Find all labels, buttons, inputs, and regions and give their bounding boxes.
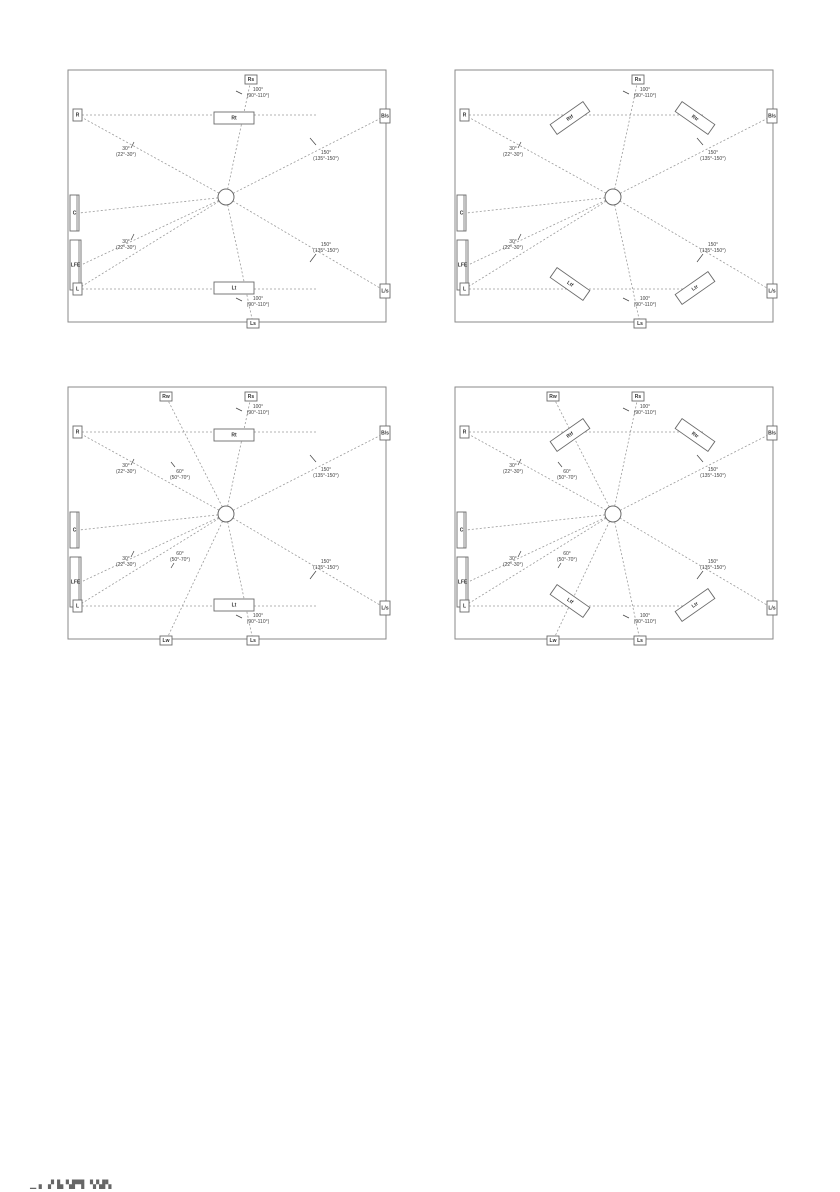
speaker-l-s [380, 284, 390, 298]
angle-text: 30° [509, 556, 517, 562]
speaker-l-s [767, 284, 777, 298]
speaker-label: Ltf [565, 596, 575, 606]
speaker-ls [247, 319, 259, 328]
speaker-c [70, 512, 79, 548]
angle-text: 100° [639, 87, 651, 93]
speaker-label: L/s [768, 288, 776, 295]
speaker-r [460, 109, 469, 121]
angle-text: 100° [252, 296, 264, 302]
angle-text: (90°-110°) [633, 619, 657, 625]
speaker-lt [214, 282, 254, 294]
speaker-label: Lt [231, 602, 237, 609]
speaker-rs [632, 392, 644, 401]
layout-panel-4 [455, 387, 777, 645]
angle-text: (50°-70°) [169, 557, 191, 563]
speaker-l-s [767, 601, 777, 615]
angle-text: 60° [563, 551, 571, 557]
speaker-label: L/s [381, 605, 389, 612]
speaker-lfe [70, 557, 81, 610]
speaker-label: LFE [457, 579, 468, 586]
speaker-label: Lt [231, 285, 237, 292]
speaker-label: L/s [381, 288, 389, 295]
speaker-rw [160, 392, 172, 401]
speaker-lfe [70, 240, 81, 293]
speaker-label: L [75, 603, 80, 610]
speaker-label: Lw [549, 637, 557, 644]
speaker-label: Rs [634, 76, 642, 83]
speaker-l [73, 600, 82, 612]
speaker-label: R [462, 112, 467, 119]
speaker-ls [247, 636, 259, 645]
layout-panel-3 [68, 387, 390, 645]
angle-text: (50°-70°) [556, 475, 578, 481]
speaker-rw [547, 392, 559, 401]
angle-text: (22°-30°) [115, 469, 137, 475]
angle-text: (22°-30°) [115, 245, 137, 251]
angle-text: 100° [639, 613, 651, 619]
speaker-r [73, 109, 82, 121]
angle-text: 30° [122, 463, 130, 469]
speaker-label: B/s [768, 430, 776, 437]
angle-text: (22°-30°) [502, 562, 524, 568]
angle-text: (90°-110°) [246, 93, 270, 99]
speaker-label: Rs [634, 393, 642, 400]
angle-text: (22°-30°) [115, 152, 137, 158]
layout-panel-1 [68, 70, 390, 328]
speaker-rs [245, 75, 257, 84]
speaker-label: Ls [637, 637, 643, 644]
footer-glyphs: ▁ ▖▗▘▙ ▚▛▜ ▝▞▟▚ [30, 1180, 112, 1189]
speaker-l [73, 283, 82, 295]
speaker-label: Rs [247, 393, 255, 400]
angle-text: (50°-70°) [556, 557, 578, 563]
angle-text: 100° [252, 613, 264, 619]
listener-position [218, 189, 234, 205]
speaker-label: Rt [231, 115, 237, 122]
speaker-b-s [380, 426, 390, 440]
speaker-rs [245, 392, 257, 401]
speaker-label: Ls [250, 637, 256, 644]
angle-text: 30° [122, 146, 130, 152]
speaker-label: Rtr [690, 113, 700, 123]
angle-text: 60° [563, 469, 571, 475]
angle-text: (135°-150°) [313, 565, 339, 571]
angle-text: 150° [320, 150, 332, 156]
angle-text: (135°-150°) [700, 156, 726, 162]
angle-text: (90°-110°) [246, 410, 270, 416]
speaker-label: Rs [247, 76, 255, 83]
angle-text: 60° [176, 551, 184, 557]
speaker-lfe [457, 240, 468, 293]
angle-text: (135°-150°) [700, 565, 726, 571]
angle-text: 30° [122, 239, 130, 245]
speaker-label: C [459, 210, 464, 217]
angle-text: 150° [707, 467, 719, 473]
speaker-label: LFE [70, 579, 81, 586]
speaker-l [460, 600, 469, 612]
angle-text: 100° [639, 296, 651, 302]
speaker-label: Lw [162, 637, 170, 644]
angle-text: (90°-110°) [633, 410, 657, 416]
speaker-label: Ls [637, 320, 643, 327]
speaker-label: B/s [768, 113, 776, 120]
speaker-ls [634, 636, 646, 645]
speaker-label: L [462, 603, 467, 610]
speaker-label: LFE [457, 262, 468, 269]
speaker-label: R [462, 429, 467, 436]
speaker-label: C [72, 527, 77, 534]
angle-text: (135°-150°) [700, 473, 726, 479]
angle-text: (135°-150°) [313, 473, 339, 479]
speaker-l [460, 283, 469, 295]
angle-text: 30° [122, 556, 130, 562]
speaker-label: C [72, 210, 77, 217]
speaker-lw [547, 636, 559, 645]
angle-text: (135°-150°) [313, 248, 339, 254]
listener-position [605, 506, 621, 522]
speaker-label: Rw [549, 393, 557, 400]
speaker-label: Ltf [565, 279, 575, 289]
speaker-r [460, 426, 469, 438]
speaker-label: LFE [70, 262, 81, 269]
angle-text: (22°-30°) [502, 152, 524, 158]
angle-text: (135°-150°) [313, 156, 339, 162]
angle-text: 100° [252, 87, 264, 93]
angle-text: 100° [639, 404, 651, 410]
speaker-lt [214, 599, 254, 611]
speaker-label: R [75, 429, 80, 436]
speaker-c [457, 195, 466, 231]
angle-text: 150° [320, 242, 332, 248]
angle-text: 150° [707, 150, 719, 156]
speaker-label: Ls [250, 320, 256, 327]
listener-position [605, 189, 621, 205]
speaker-label: C [459, 527, 464, 534]
speaker-label: Rtf [565, 430, 575, 440]
angle-text: 150° [707, 242, 719, 248]
angle-text: (22°-30°) [115, 562, 137, 568]
speaker-label: Rtf [565, 113, 575, 123]
speaker-label: Ltr [690, 283, 700, 293]
speaker-b-s [380, 109, 390, 123]
speaker-label: B/s [381, 430, 389, 437]
angle-text: 150° [320, 559, 332, 565]
speaker-r [73, 426, 82, 438]
speaker-label: Rw [162, 393, 170, 400]
speaker-lfe [457, 557, 468, 610]
angle-text: (90°-110°) [633, 93, 657, 99]
speaker-b-s [767, 109, 777, 123]
speaker-label: L [462, 286, 467, 293]
angle-text: (22°-30°) [502, 469, 524, 475]
speaker-ls [634, 319, 646, 328]
angle-text: (22°-30°) [502, 245, 524, 251]
angle-text: 100° [252, 404, 264, 410]
speaker-lw [160, 636, 172, 645]
speaker-rs [632, 75, 644, 84]
speaker-rt [214, 112, 254, 124]
angle-text: (50°-70°) [169, 475, 191, 481]
layout-panel-2 [455, 70, 777, 328]
speaker-c [70, 195, 79, 231]
speaker-l-s [380, 601, 390, 615]
speaker-label: R [75, 112, 80, 119]
angle-text: 150° [320, 467, 332, 473]
speaker-label: L [75, 286, 80, 293]
angle-text: (90°-110°) [246, 302, 270, 308]
speaker-label: B/s [381, 113, 389, 120]
angle-text: 150° [707, 559, 719, 565]
angle-text: 30° [509, 463, 517, 469]
angle-text: 30° [509, 239, 517, 245]
speaker-c [457, 512, 466, 548]
angle-text: (135°-150°) [700, 248, 726, 254]
speaker-label: Ltr [690, 600, 700, 610]
speaker-label: Rtr [690, 430, 700, 440]
speaker-label: L/s [768, 605, 776, 612]
speaker-b-s [767, 426, 777, 440]
angle-text: 60° [176, 469, 184, 475]
angle-text: (90°-110°) [633, 302, 657, 308]
speaker-label: Rt [231, 432, 237, 439]
angle-text: 30° [509, 146, 517, 152]
listener-position [218, 506, 234, 522]
angle-text: (90°-110°) [246, 619, 270, 625]
speaker-rt [214, 429, 254, 441]
